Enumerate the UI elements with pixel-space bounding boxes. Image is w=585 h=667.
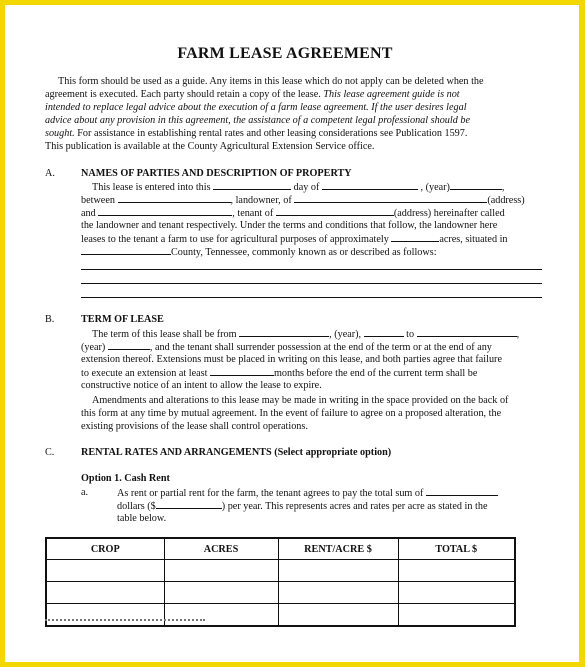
term-line: The term of this lease shall be from , (year), to , <box>92 329 520 340</box>
intro-line: This form should be used as a guide. Any items in this lease which do not apply can be deleted when the <box>58 76 484 87</box>
extension-line: to execute an extension at least months before the end of the current term shall be <box>81 368 478 379</box>
table-cell[interactable] <box>46 582 164 604</box>
header-crop: CROP <box>46 538 164 560</box>
description-line[interactable] <box>81 269 542 270</box>
county-line: County, Tennessee, commonly known as or described as follows: <box>81 245 437 259</box>
section-b-text: existing provisions of the lease shall control operations. <box>81 421 308 432</box>
tenant-name-field[interactable] <box>98 206 232 216</box>
tenant-address-field[interactable] <box>276 206 394 216</box>
description-line[interactable] <box>81 283 542 284</box>
section-a-letter: A. <box>45 168 55 179</box>
table-cell[interactable] <box>164 582 278 604</box>
term-start-field[interactable] <box>239 327 329 337</box>
section-b-letter: B. <box>45 314 55 325</box>
section-c-letter: C. <box>45 447 55 458</box>
landowner-name-field[interactable] <box>118 193 231 203</box>
table-cell[interactable] <box>164 560 278 582</box>
rent-table <box>45 537 516 627</box>
option-heading: Option 1. Cash Rent <box>81 473 170 484</box>
year-field[interactable] <box>450 180 502 190</box>
landowner-address-field[interactable] <box>294 193 487 203</box>
months-field[interactable] <box>210 366 274 376</box>
table-cell[interactable] <box>398 604 515 627</box>
section-c-text: table below. <box>117 513 167 524</box>
dollars-line: dollars ($ ) per year. This represents acres and rates per acre as stated in the <box>117 501 488 512</box>
term-start-year-field[interactable] <box>364 327 404 337</box>
intro-line: sought. For assistance in establishing rental rates and other leasing considerations see Publication 1597. <box>45 128 468 139</box>
section-a-heading: NAMES OF PARTIES AND DESCRIPTION OF PROPERTY <box>81 168 352 179</box>
intro-line: This publication is available at the County Agricultural Extension Service office. <box>45 141 375 152</box>
page-cut-indicator <box>45 619 205 625</box>
table-row <box>46 560 515 582</box>
table-cell[interactable] <box>278 582 398 604</box>
tenant-line: and , tenant of (address) hereinafter called <box>81 208 505 219</box>
document-page <box>5 5 579 662</box>
table-cell[interactable] <box>278 560 398 582</box>
lease-date-line: This lease is entered into this day of , (year) , <box>92 182 505 193</box>
term-year-line: (year) , and the tenant shall surrender possession at the end of the term or at the end of any <box>81 342 492 353</box>
term-end-field[interactable] <box>417 327 517 337</box>
rent-sum-field[interactable] <box>426 486 498 496</box>
header-acres: ACRES <box>164 538 278 560</box>
document-title: FARM LEASE AGREEMENT <box>177 45 393 62</box>
table-header-row <box>46 538 515 560</box>
term-end-year-field[interactable] <box>108 340 150 350</box>
section-b-text: extension thereof. Extensions must be placed in writing on this lease, and both parties agree that failure <box>81 354 502 365</box>
section-c-heading: RENTAL RATES AND ARRANGEMENTS (Select appropriate option) <box>81 447 392 458</box>
dollar-amount-field[interactable] <box>156 499 222 509</box>
section-b-text: this form at any time by mutual agreement. In the event of failure to agree on a proposed alteration, the <box>81 408 502 419</box>
table-cell[interactable] <box>278 604 398 627</box>
section-b-text: Amendments and alterations to this lease may be made in writing in the space provided on the back of <box>92 395 509 406</box>
table-row <box>46 582 515 604</box>
table-cell[interactable] <box>398 582 515 604</box>
intro-line: intended to replace legal advice about the execution of a farm lease agreement. If the user desires legal <box>45 102 467 113</box>
option-a-letter: a. <box>81 487 89 498</box>
section-b-text: constructive notice of an intent to allow the lease to expire. <box>81 380 322 391</box>
landowner-line: between , landowner, of (address) <box>81 195 525 206</box>
header-total: TOTAL $ <box>398 538 515 560</box>
section-b-heading: TERM OF LEASE <box>81 314 164 325</box>
acres-field[interactable] <box>391 232 439 242</box>
intro-line: agreement is executed. Each party should retain a copy of the lease. This lease agreement guide is not <box>45 89 460 100</box>
table-cell[interactable] <box>398 560 515 582</box>
county-field[interactable] <box>81 245 171 255</box>
rent-line: As rent or partial rent for the farm, the tenant agrees to pay the total sum of <box>117 486 498 500</box>
acres-line: leases to the tenant a farm to use for agricultural purposes of approximately acres, situated in <box>81 234 508 245</box>
description-line[interactable] <box>81 297 542 298</box>
table-cell[interactable] <box>46 560 164 582</box>
section-a-text: the landowner and tenant respectively. Under the terms and conditions that follow, the landowner here <box>81 220 498 231</box>
day-field[interactable] <box>213 180 291 190</box>
intro-line: advice about any provision in this agreement, the assistance of a competent legal professional should be <box>45 115 470 126</box>
header-rent-acre: RENT/ACRE $ <box>278 538 398 560</box>
month-field[interactable] <box>322 180 418 190</box>
